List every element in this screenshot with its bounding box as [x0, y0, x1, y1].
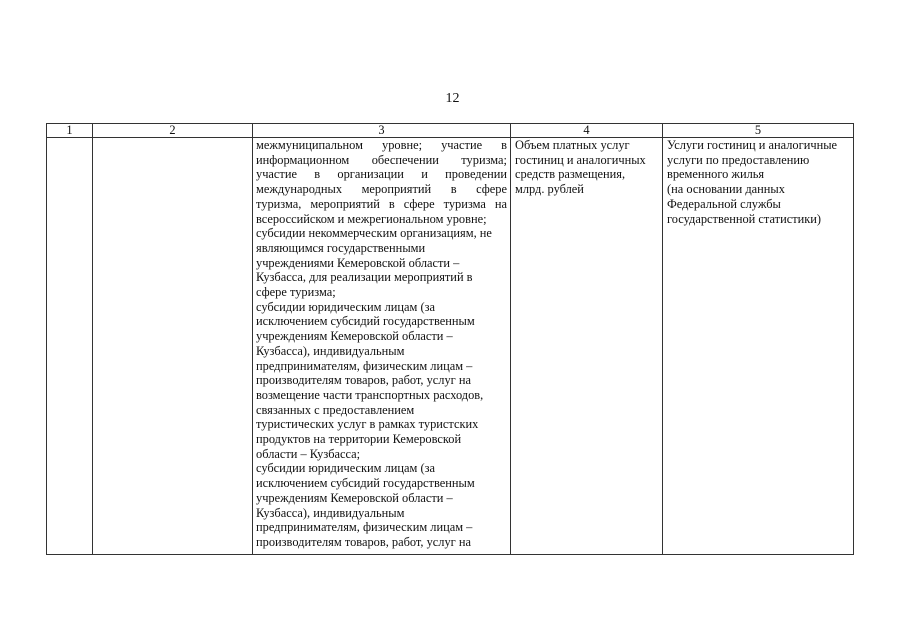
text-line: учреждениям Кемеровской области –	[256, 490, 453, 505]
text-line: предпринимателям, физическим лицам –	[256, 358, 473, 373]
table-header-row	[47, 124, 854, 138]
text-line: производителям товаров, работ, услуг на	[256, 534, 471, 549]
text-line: субсидии некоммерческим организациям, не	[256, 226, 492, 241]
text-line: исключением субсидий государственным	[256, 476, 475, 491]
text-line: исключением субсидий государственным	[256, 314, 475, 329]
header-col-4: 4	[511, 124, 663, 138]
text-line: гостиниц и аналогичных	[515, 152, 646, 167]
text-line: Кузбасса), индивидуальным	[256, 343, 405, 358]
text-line: учреждениям Кемеровской области –	[256, 329, 453, 344]
text-line: связанных с предоставлением	[256, 402, 415, 417]
text-line: производителям товаров, работ, услуг на	[256, 373, 471, 388]
text-line: предпринимателям, физическим лицам –	[256, 520, 473, 535]
text-line: Федеральной службы	[667, 196, 781, 211]
text-line: сфере туризма;	[256, 285, 336, 300]
text-line: участие в организации и проведении	[256, 167, 507, 182]
text-line: временного жилья	[667, 167, 765, 182]
table-row	[47, 138, 854, 555]
page-number: 12	[445, 91, 460, 106]
text-line: межмуниципальном уровне; участие в	[256, 138, 507, 152]
header-col-2: 2	[93, 124, 253, 138]
text-line: субсидии юридическим лицам (за	[256, 461, 436, 476]
header-col-3: 3	[253, 124, 511, 138]
text-line: возмещение части транспортных расходов,	[256, 387, 484, 402]
text-line: туризма, мероприятий в сфере туризма на	[256, 196, 507, 211]
text-line: млрд. рублей	[515, 182, 584, 197]
cell-col-4	[511, 138, 663, 555]
text-line: являющимся государственными	[256, 240, 426, 255]
cell-col-3	[253, 138, 511, 555]
text-line: Кузбасса), индивидуальным	[256, 505, 405, 520]
indicators-table	[46, 123, 854, 555]
text-line: международных мероприятий в сфере	[256, 182, 507, 197]
header-col-5: 5	[663, 124, 854, 138]
text-line: учреждениями Кемеровской области –	[256, 255, 460, 270]
text-line: Кузбасса, для реализации мероприятий в	[256, 270, 473, 285]
text-line: средств размещения,	[515, 167, 626, 182]
text-line: области – Кузбасса;	[256, 446, 361, 461]
header-col-1: 1	[47, 124, 93, 138]
text-line: туристических услуг в рамках туристских	[256, 417, 479, 432]
text-line: субсидии юридическим лицам (за	[256, 299, 436, 314]
text-line: Объем платных услуг	[515, 138, 630, 152]
text-line: государственной статистики)	[667, 211, 822, 226]
text-line: информационном обеспечении туризма;	[256, 152, 507, 167]
text-line: Услуги гостиниц и аналогичные	[667, 138, 838, 152]
text-line: (на основании данных	[667, 182, 785, 197]
text-line: продуктов на территории Кемеровской	[256, 432, 462, 447]
text-line: всероссийском и межрегиональном уровне;	[256, 211, 487, 226]
cell-col-1	[47, 138, 93, 555]
cell-col-2	[93, 138, 253, 555]
text-line: услуги по предоставлению	[667, 152, 810, 167]
cell-col-5	[663, 138, 854, 555]
